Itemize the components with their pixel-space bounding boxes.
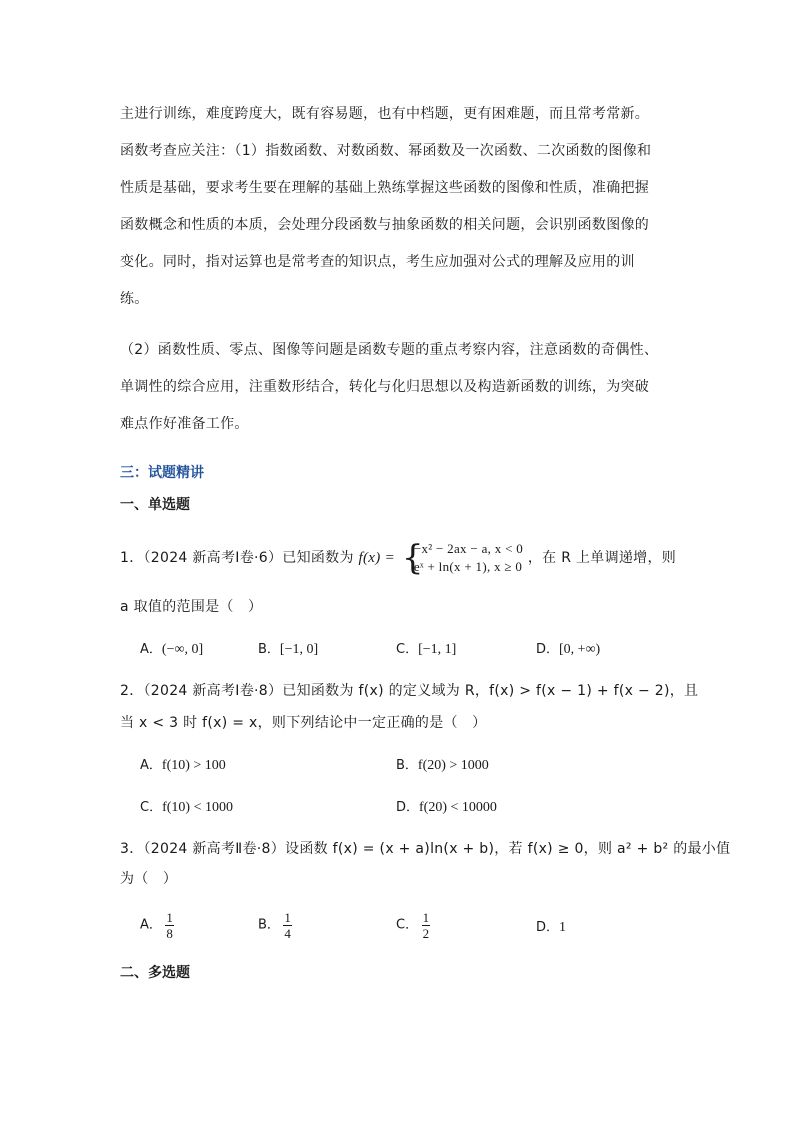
q3-line1: 3．（2024 新高考Ⅱ卷·8）设函数 f(x) = (x + a)ln(x + b)，若 f(x) ≥ 0，则 a² + b² 的最小值: [120, 841, 731, 857]
intro-line: 性质是基础，要求考生要在理解的基础上熟练掌握这些函数的图像和性质，准确把握: [120, 180, 650, 196]
q3-option-b[interactable]: B． $\frac{1}{4}$: [258, 910, 291, 941]
q1-piecewise: [402, 540, 523, 576]
q1-stem: [120, 540, 676, 576]
q2-option-b[interactable]: B．f(20) > 1000: [396, 758, 489, 773]
intro-line: 函数概念和性质的本质，会处理分段函数与抽象函数的相关问题，会识别函数图像的: [120, 217, 650, 233]
q1-piece1: −x² − 2ax − a, x < 0: [413, 541, 524, 556]
point2-line: （2）函数性质、零点、图像等问题是函数专题的重点考察内容，注意函数的奇偶性、: [120, 342, 659, 358]
q1-piece2: eˣ + ln(x + 1), x ≥ 0: [413, 559, 523, 574]
q3-option-c[interactable]: C． $\frac{1}{2}$: [396, 910, 430, 941]
q2-option-a[interactable]: A．f(10) > 100: [140, 758, 226, 773]
q3-option-d[interactable]: D．1: [536, 920, 567, 935]
point2-paragraph: [120, 332, 680, 443]
point2-line: 难点作好准备工作。: [120, 416, 249, 432]
q2-option-c[interactable]: C．f(10) < 1000: [140, 800, 233, 815]
intro-line: 函数考查应关注：（1）指数函数、对数函数、幂函数及一次函数、二次函数的图像和: [120, 143, 652, 159]
intro-line: 变化。同时，指对运算也是常考查的知识点，考生应加强对公式的理解及应用的训: [120, 254, 635, 270]
intro-line: 练。: [120, 291, 149, 307]
q2-option-d[interactable]: D．f(20) < 10000: [396, 800, 497, 815]
part2-title: 二、多选题: [120, 965, 190, 981]
intro-line: 主进行训练，难度跨度大，既有容易题，也有中档题，更有困难题，而且常考常新。: [120, 106, 650, 122]
q2-line2: 当 x < 3 时 f(x) = x，则下列结论中一定正确的是（ ）: [120, 715, 487, 731]
fraction: $\frac{1}{2}$: [422, 910, 430, 941]
part1-title: 一、单选题: [120, 497, 190, 513]
q1-line2: a 取值的范围是（ ）: [120, 599, 263, 615]
q2-line1: 2．（2024 新高考Ⅰ卷·8）已知函数为 f(x) 的定义域为 R，f(x) > f(x − 1) + f(x − 2)，且: [120, 683, 699, 699]
q1-option-b[interactable]: B．[−1, 0]: [258, 642, 319, 657]
q1-prefix: 1．（2024 新高考Ⅰ卷·6）已知函数为: [120, 550, 354, 566]
intro-paragraph: [120, 96, 680, 318]
q1-option-a[interactable]: A．(−∞, 0]: [140, 642, 204, 657]
point2-line: 单调性的综合应用，注重数形结合，转化与化归思想以及构造新函数的训练，为突破: [120, 379, 650, 395]
fraction: $\frac{1}{4}$: [284, 910, 291, 941]
fraction: $\frac{1}{8}$: [166, 910, 173, 941]
q3-line2: 为（ ）: [120, 871, 178, 887]
q1-fx: f(x) =: [358, 550, 396, 566]
section3-title: 三：试题精讲: [120, 465, 204, 481]
q1-suffix: ，在 R 上单调递增，则: [527, 550, 677, 566]
q1-option-d[interactable]: D．[0, +∞): [536, 642, 601, 657]
brace-icon: {: [401, 538, 424, 578]
q1-option-c[interactable]: C．[−1, 1]: [396, 642, 457, 657]
q3-option-a[interactable]: A． $\frac{1}{8}$: [140, 910, 173, 941]
